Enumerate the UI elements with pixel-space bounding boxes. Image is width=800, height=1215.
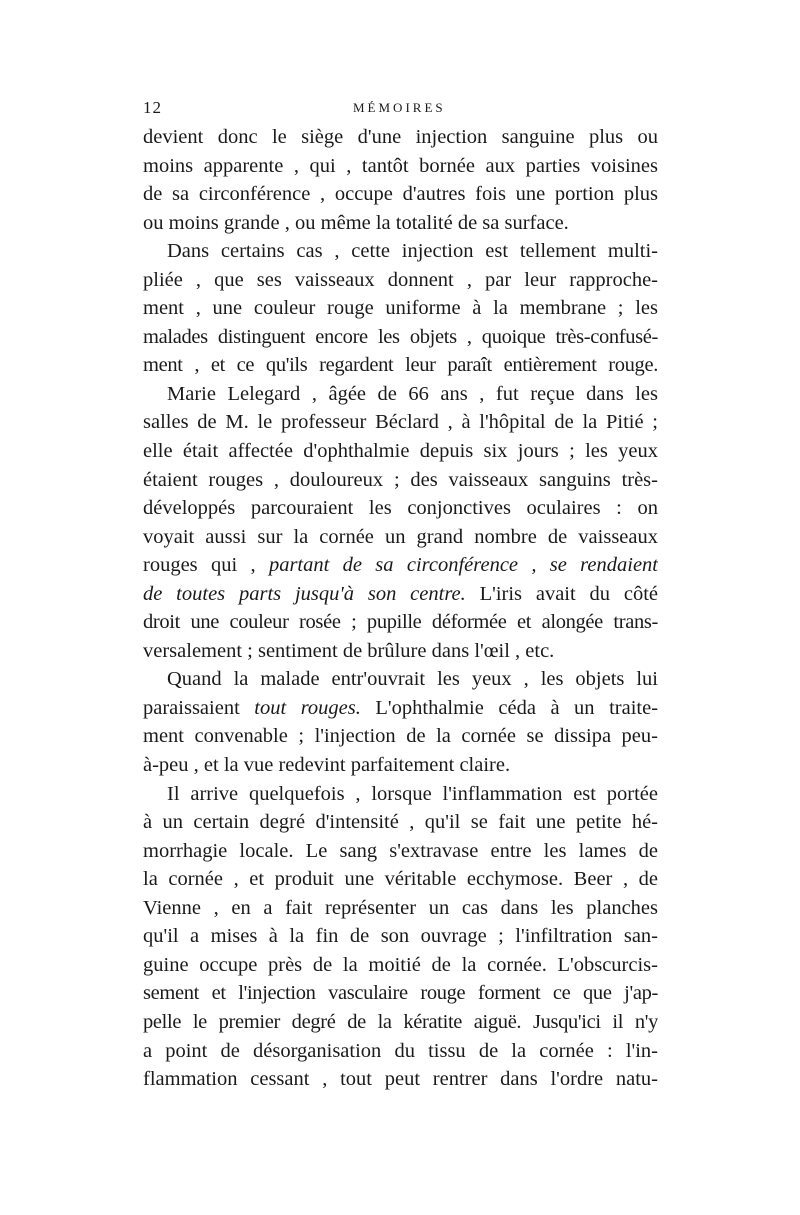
text-line: sement et l'injection vasculaire rouge forment ce que j'ap- [143,982,658,1005]
text-line: développés parcouraient les conjonctives oculaires : on [143,497,658,520]
text-line: Quand la malade entr'ouvrait les yeux , les objets lui [167,668,658,691]
text-line: qu'il a mises à la fin de son ouvrage ; l'infiltration san- [143,925,658,948]
text-line: morrhagie locale. Le sang s'extravase entre les lames de [143,839,658,862]
text-line: de sa circonférence , occupe d'autres fois une portion plus [143,183,658,206]
text-line: Dans certains cas , cette injection est tellement multi- [167,240,658,263]
text-line: ou moins grande , ou même la totalité de sa surface. [143,211,569,234]
text-line: à-peu , et la vue redevint parfaitement claire. [143,754,511,777]
text-line [143,694,658,723]
text-line: flammation cessant , tout peut rentrer dans l'ordre natu- [143,1068,658,1091]
text-line: étaient rouges , douloureux ; des vaisseaux sanguins très- [143,468,658,491]
text-line: à un certain degré d'intensité , qu'il se fait une petite hé- [143,811,658,834]
text-line [143,580,658,609]
text-run: rouges qui , [143,554,269,577]
text-line: moins apparente , qui , tantôt bornée aux parties voisines [143,154,658,177]
text-line: ment , et ce qu'ils regardent leur paraît entièrement rouge. [143,354,658,377]
italic-run: tout rouges. [254,696,361,719]
text-line: versalement ; sentiment de brûlure dans l'œil , etc. [143,639,555,662]
text-run: L'ophthalmie céda à un traite- [360,696,658,719]
text-line: guine occupe près de la moitié de la cornée. L'obscurcis- [143,953,658,976]
text-run: paraissaient [143,696,255,719]
text-line: devient donc le siège d'une injection sanguine plus ou [143,126,658,148]
italic-run: partant de sa circonférence , se rendaient [268,554,658,577]
italic-run: de toutes parts jusqu'à son centre. [143,582,466,605]
text-line: elle était affectée d'ophthalmie depuis six jours ; les yeux [143,440,658,463]
page-number: 12 [143,98,162,117]
text-run: L'iris avait du côté [465,582,658,605]
text-line: ment , une couleur rouge uniforme à la membrane ; les [143,297,658,320]
running-head [143,98,658,120]
text-line: voyait aussi sur la cornée un grand nombre de vaisseaux [143,525,658,548]
text-line: la cornée , et produit une véritable ecchymose. Beer , de [143,868,658,891]
text-line: Il arrive quelquefois , lorsque l'inflammation est portée [167,782,658,805]
text-line: ment convenable ; l'injection de la cornée se dissipa peu- [143,725,658,748]
text-line: Vienne , en a fait représenter un cas dans les planches [143,896,658,919]
text-line: pliée , que ses vaisseaux donnent , par leur rapproche- [143,268,658,291]
text-line: malades distinguent encore les objets , quoique très-confusé- [143,325,658,348]
text-line: droit une couleur rosée ; pupille déformée et alongée trans- [143,611,658,634]
text-line: Marie Lelegard , âgée de 66 ans , fut reçue dans les [167,382,658,405]
text-line: salles de M. le professeur Béclard , à l'hôpital de la Pitié ; [143,411,658,434]
running-title: MÉMOIRES [353,100,446,115]
text-line: pelle le premier degré de la kératite aiguë. Jusqu'ici il n'y [143,1010,658,1033]
body-text [143,123,658,1094]
text-line [143,551,658,580]
text-line: a point de désorganisation du tissu de la cornée : l'in- [143,1039,658,1062]
